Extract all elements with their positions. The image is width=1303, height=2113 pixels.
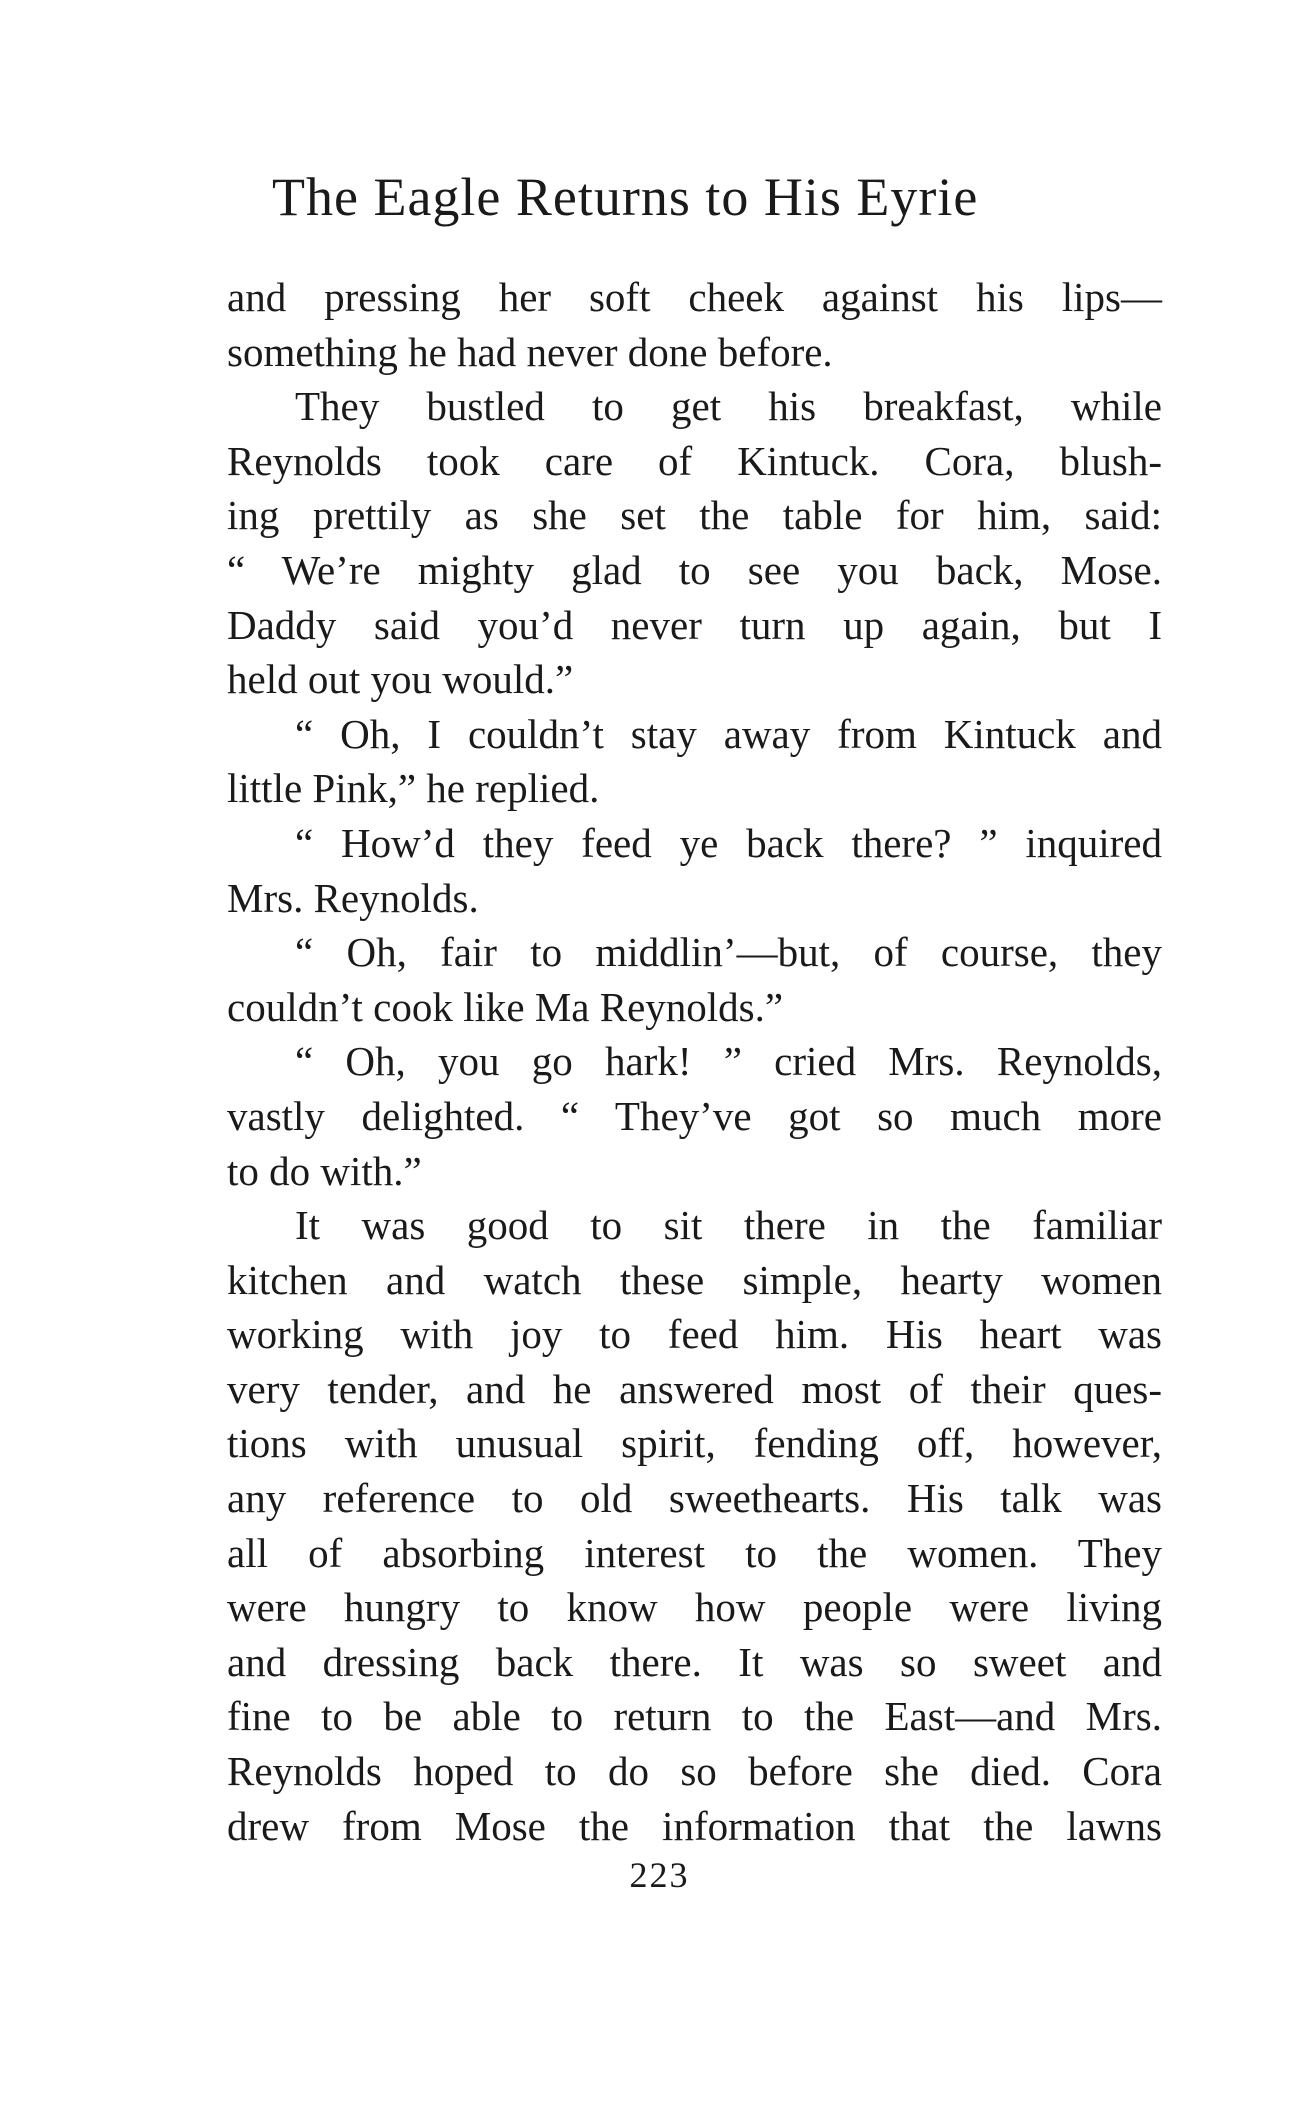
text-line: “ We’re mighty glad to see you back, Mose. [227, 546, 1162, 593]
text-line: Reynolds hoped to do so before she died. Cora [227, 1748, 1162, 1795]
page-number: 223 [629, 1855, 690, 1895]
text-line: and dressing back there. It was so sweet and [227, 1638, 1162, 1685]
text-line: ing prettily as she set the table for him, said: [227, 492, 1162, 539]
text-line: drew from Mose the information that the lawns [227, 1802, 1162, 1849]
text-line: vastly delighted. “ They’ve got so much more [227, 1092, 1162, 1139]
text-line: working with joy to feed him. His heart was [227, 1311, 1162, 1358]
text-line: couldn’t cook like Ma Reynolds.” [227, 983, 784, 1030]
text-line: “ How’d they feed ye back there? ” inquired [295, 819, 1162, 866]
text-line: It was good to sit there in the familiar [295, 1202, 1162, 1249]
text-line: “ Oh, I couldn’t stay away from Kintuck and [295, 710, 1162, 757]
text-line: little Pink,” he replied. [227, 765, 600, 812]
text-line: They bustled to get his breakfast, while [295, 383, 1162, 430]
text-line: to do with.” [227, 1147, 422, 1194]
text-line: any reference to old sweethearts. His talk was [227, 1475, 1162, 1522]
text-line: very tender, and he answered most of their ques- [227, 1365, 1162, 1412]
text-line: all of absorbing interest to the women. They [227, 1529, 1162, 1576]
text-line: “ Oh, fair to middlin’—but, of course, they [295, 929, 1162, 976]
text-line: fine to be able to return to the East—and Mrs. [227, 1693, 1162, 1740]
text-line: tions with unusual spirit, fending off, however, [227, 1420, 1162, 1467]
text-line: Reynolds took care of Kintuck. Cora, blush- [227, 437, 1162, 484]
text-line: were hungry to know how people were living [227, 1584, 1162, 1631]
text-line: and pressing her soft cheek against his lips— [227, 274, 1162, 320]
text-line: Mrs. Reynolds. [227, 874, 479, 921]
text-line: held out you would.” [227, 656, 574, 703]
text-line: Daddy said you’d never turn up again, but I [227, 601, 1162, 648]
text-line: something he had never done before. [227, 328, 833, 375]
text-line: kitchen and watch these simple, hearty women [227, 1256, 1162, 1303]
text-line: “ Oh, you go hark! ” cried Mrs. Reynolds, [295, 1038, 1162, 1085]
running-head: The Eagle Returns to His Eyrie [272, 167, 979, 227]
body-text [227, 270, 1162, 1853]
